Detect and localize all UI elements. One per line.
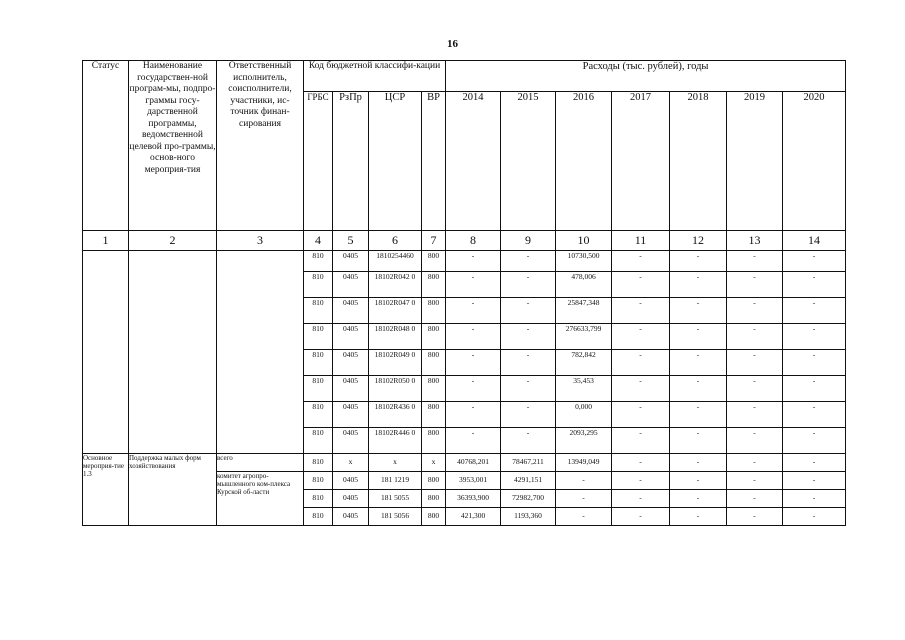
header-status: Статус — [83, 61, 129, 231]
cell-2016: 2093,295 — [556, 428, 612, 454]
header-year-2018: 2018 — [670, 92, 727, 231]
cell-2020: - — [783, 272, 846, 298]
column-number-row — [83, 231, 846, 251]
column-number: 10 — [556, 231, 612, 251]
cell-2020: - — [783, 324, 846, 350]
column-number: 6 — [369, 231, 422, 251]
header-year-2016: 2016 — [556, 92, 612, 231]
cell-2020: - — [783, 402, 846, 428]
cell-2014: - — [446, 272, 501, 298]
cell-2014: 40768,201 — [446, 454, 501, 472]
cell-2017: - — [612, 298, 670, 324]
cell-2014: - — [446, 251, 501, 272]
cell-2014: - — [446, 350, 501, 376]
cell-2017: - — [612, 472, 670, 490]
cell-rzpr: 0405 — [333, 350, 369, 376]
event-total-label: всего — [217, 454, 304, 472]
header-expenses: Расходы (тыс. рублей), годы — [446, 61, 846, 92]
cell-grbs: 810 — [304, 298, 333, 324]
column-number: 7 — [422, 231, 446, 251]
cell-csr: 18102R047 0 — [369, 298, 422, 324]
cell-vr: 800 — [422, 428, 446, 454]
cell-2018: - — [670, 428, 727, 454]
cell-2015: - — [501, 428, 556, 454]
cell-2019: - — [727, 298, 783, 324]
cell-2016: 276633,799 — [556, 324, 612, 350]
cell-csr: 18102R436 0 — [369, 402, 422, 428]
header-year-2019: 2019 — [727, 92, 783, 231]
cell-2017: - — [612, 402, 670, 428]
cell-grbs: 810 — [304, 428, 333, 454]
cell-2014: 421,300 — [446, 508, 501, 526]
cell-grbs: 810 — [304, 251, 333, 272]
cell-grbs: 810 — [304, 272, 333, 298]
cell-rzpr: x — [333, 454, 369, 472]
cell-csr: x — [369, 454, 422, 472]
cell-2016: - — [556, 508, 612, 526]
cell-rzpr: 0405 — [333, 402, 369, 428]
cell-2019: - — [727, 324, 783, 350]
cell-vr: 800 — [422, 350, 446, 376]
responsible-cell-empty — [217, 251, 304, 454]
cell-2020: - — [783, 350, 846, 376]
page-number: 16 — [447, 38, 458, 50]
cell-2015: - — [501, 324, 556, 350]
cell-2019: - — [727, 428, 783, 454]
cell-2020: - — [783, 298, 846, 324]
cell-vr: 800 — [422, 251, 446, 272]
cell-2017: - — [612, 272, 670, 298]
cell-2017: - — [612, 454, 670, 472]
cell-vr: 800 — [422, 376, 446, 402]
cell-vr: 800 — [422, 490, 446, 508]
cell-2018: - — [670, 298, 727, 324]
cell-2020: - — [783, 472, 846, 490]
cell-2019: - — [727, 490, 783, 508]
cell-2020: - — [783, 508, 846, 526]
cell-2018: - — [670, 272, 727, 298]
cell-2014: - — [446, 428, 501, 454]
cell-2016: 782,842 — [556, 350, 612, 376]
cell-2015: - — [501, 376, 556, 402]
cell-2019: - — [727, 402, 783, 428]
cell-vr: 800 — [422, 402, 446, 428]
cell-vr: x — [422, 454, 446, 472]
cell-2015: - — [501, 350, 556, 376]
header-rzpr: РзПр — [333, 92, 369, 231]
cell-2015: - — [501, 298, 556, 324]
cell-2017: - — [612, 376, 670, 402]
cell-2018: - — [670, 508, 727, 526]
cell-grbs: 810 — [304, 490, 333, 508]
cell-2019: - — [727, 454, 783, 472]
cell-csr: 18102R048 0 — [369, 324, 422, 350]
column-number: 12 — [670, 231, 727, 251]
table-row — [83, 454, 846, 472]
cell-rzpr: 0405 — [333, 298, 369, 324]
cell-2016: - — [556, 490, 612, 508]
cell-vr: 800 — [422, 298, 446, 324]
cell-2018: - — [670, 324, 727, 350]
cell-2016: 13949,049 — [556, 454, 612, 472]
cell-2015: 72982,700 — [501, 490, 556, 508]
cell-csr: 18102R050 0 — [369, 376, 422, 402]
cell-rzpr: 0405 — [333, 472, 369, 490]
cell-vr: 800 — [422, 272, 446, 298]
cell-grbs: 810 — [304, 350, 333, 376]
column-number: 2 — [129, 231, 217, 251]
status-cell-empty — [83, 251, 129, 454]
cell-2020: - — [783, 428, 846, 454]
header-csr: ЦСР — [369, 92, 422, 231]
cell-grbs: 810 — [304, 472, 333, 490]
cell-2017: - — [612, 428, 670, 454]
cell-2020: - — [783, 454, 846, 472]
header-grbs: ГРБС — [304, 92, 333, 231]
event-name: Поддержка малых форм хозяйствования — [129, 454, 217, 526]
cell-2014: - — [446, 324, 501, 350]
table-row — [83, 251, 846, 272]
cell-2019: - — [727, 272, 783, 298]
column-number: 9 — [501, 231, 556, 251]
cell-grbs: 810 — [304, 402, 333, 428]
event-committee: комитет агропро-мышленного ком-плекса Курской об-ласти — [217, 472, 304, 526]
cell-2015: 78467,211 — [501, 454, 556, 472]
column-number: 8 — [446, 231, 501, 251]
program-cell-empty — [129, 251, 217, 454]
cell-csr: 18102R042 0 — [369, 272, 422, 298]
cell-2015: - — [501, 402, 556, 428]
cell-vr: 800 — [422, 472, 446, 490]
column-number: 14 — [783, 231, 846, 251]
cell-2017: - — [612, 350, 670, 376]
cell-2016: 0,000 — [556, 402, 612, 428]
cell-rzpr: 0405 — [333, 324, 369, 350]
cell-2018: - — [670, 350, 727, 376]
cell-grbs: 810 — [304, 376, 333, 402]
header-row-1 — [83, 61, 846, 92]
cell-2015: - — [501, 272, 556, 298]
cell-2018: - — [670, 454, 727, 472]
cell-2017: - — [612, 251, 670, 272]
cell-2017: - — [612, 508, 670, 526]
cell-vr: 800 — [422, 508, 446, 526]
column-number: 11 — [612, 231, 670, 251]
cell-2020: - — [783, 251, 846, 272]
cell-2016: - — [556, 472, 612, 490]
cell-2017: - — [612, 324, 670, 350]
cell-vr: 800 — [422, 324, 446, 350]
header-budget-code: Код бюджетной классифи-кации — [304, 61, 446, 92]
cell-2014: 36393,900 — [446, 490, 501, 508]
cell-rzpr: 0405 — [333, 508, 369, 526]
cell-2020: - — [783, 490, 846, 508]
cell-2014: - — [446, 402, 501, 428]
cell-2017: - — [612, 490, 670, 508]
column-number: 5 — [333, 231, 369, 251]
cell-grbs: 810 — [304, 324, 333, 350]
cell-2019: - — [727, 508, 783, 526]
cell-rzpr: 0405 — [333, 376, 369, 402]
cell-2015: 1193,360 — [501, 508, 556, 526]
cell-2016: 25847,348 — [556, 298, 612, 324]
column-number: 4 — [304, 231, 333, 251]
cell-2016: 35,453 — [556, 376, 612, 402]
cell-2014: 3953,001 — [446, 472, 501, 490]
header-year-2014: 2014 — [446, 92, 501, 231]
header-responsible: Ответственный исполнитель, соисполнители, участники, ис-точник финан-сирования — [217, 61, 304, 231]
column-number: 1 — [83, 231, 129, 251]
header-program-name: Наименование государствен-ной програм-мы, подпро-граммы госу-дарственной программы, ведомственной целевой про-граммы, основ-ного мероприя-тия — [129, 61, 217, 231]
cell-grbs: 810 — [304, 454, 333, 472]
cell-2018: - — [670, 251, 727, 272]
budget-table — [82, 60, 846, 526]
cell-grbs: 810 — [304, 508, 333, 526]
header-year-2020: 2020 — [783, 92, 846, 231]
cell-2015: 4291,151 — [501, 472, 556, 490]
cell-2016: 478,006 — [556, 272, 612, 298]
cell-csr: 18102R446 0 — [369, 428, 422, 454]
event-status: Основное мероприя-тие 1.3 — [83, 454, 129, 526]
cell-2018: - — [670, 490, 727, 508]
header-vr: ВР — [422, 92, 446, 231]
cell-rzpr: 0405 — [333, 251, 369, 272]
cell-2019: - — [727, 472, 783, 490]
cell-2014: - — [446, 376, 501, 402]
cell-rzpr: 0405 — [333, 428, 369, 454]
cell-csr: 18102R049 0 — [369, 350, 422, 376]
header-year-2017: 2017 — [612, 92, 670, 231]
cell-csr: 181 5056 — [369, 508, 422, 526]
cell-rzpr: 0405 — [333, 490, 369, 508]
cell-2019: - — [727, 350, 783, 376]
cell-2020: - — [783, 376, 846, 402]
column-number: 13 — [727, 231, 783, 251]
column-number: 3 — [217, 231, 304, 251]
cell-rzpr: 0405 — [333, 272, 369, 298]
cell-2019: - — [727, 251, 783, 272]
cell-csr: 1810254460 — [369, 251, 422, 272]
cell-2018: - — [670, 402, 727, 428]
cell-csr: 181 1219 — [369, 472, 422, 490]
cell-2016: 10730,500 — [556, 251, 612, 272]
cell-2019: - — [727, 376, 783, 402]
cell-2018: - — [670, 376, 727, 402]
cell-2018: - — [670, 472, 727, 490]
cell-2015: - — [501, 251, 556, 272]
cell-csr: 181 5055 — [369, 490, 422, 508]
cell-2014: - — [446, 298, 501, 324]
header-year-2015: 2015 — [501, 92, 556, 231]
